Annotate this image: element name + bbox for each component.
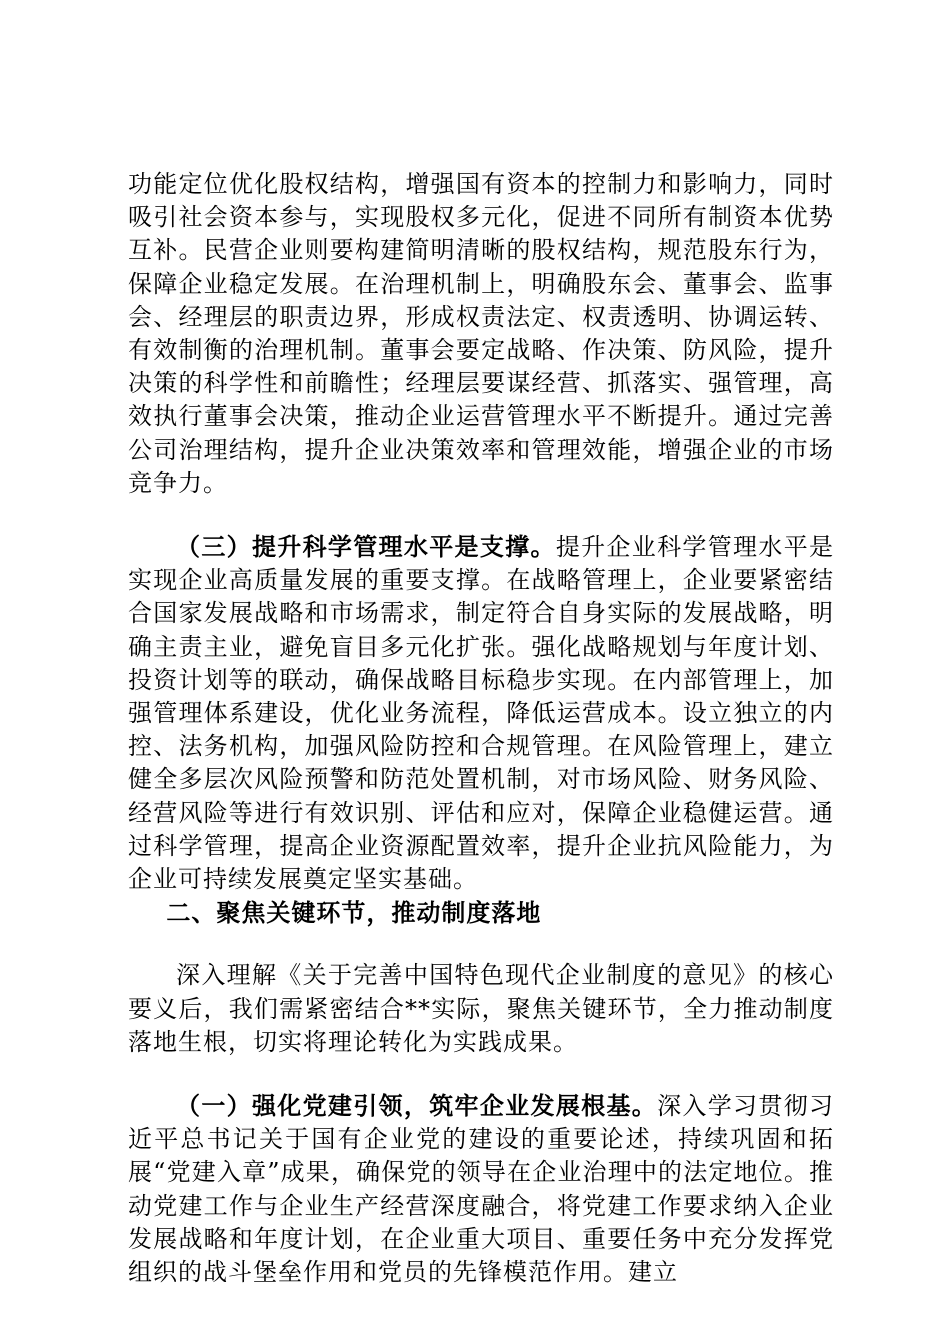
paragraph-scientific-management bbox=[128, 530, 834, 896]
paragraph-lead-scientific-management: （三）提升科学管理水平是支撑。 bbox=[176, 532, 556, 562]
paragraph-lead-party-building: （一）强化党建引领，筑牢企业发展根基。 bbox=[176, 1091, 658, 1121]
document-body bbox=[128, 168, 834, 1289]
paragraph-governance-continuation: 功能定位优化股权结构，增强国有资本的控制力和影响力，同时吸引社会资本参与，实现股权多元化，促进不同所有制资本优势互补。民营企业则要构建简明清晰的股权结构，规范股东行为，保障企业稳定发展。在治理机制上，明确股东会、董事会、监事会、经理层的职责边界，形成权责法定、权责透明、协调运转、有效制衡的治理机制。董事会要定战略、作决策、防风险，提升决策的科学性和前瞻性；经理层要谋经营、抓落实、强管理，高效执行董事会决策，推动企业运营管理水平不断提升。通过完善公司治理结构，提升企业决策效率和管理效能，增强企业的市场竞争力。 bbox=[128, 170, 834, 497]
paragraph-party-building bbox=[128, 1089, 834, 1289]
section-heading-2: 二、聚焦关键环节，推动制度落地 bbox=[166, 898, 542, 928]
paragraph-body-party-building: 深入学习贯彻习近平总书记关于国有企业党的建设的重要论述，持续巩固和拓展“党建入章”成果，确保党的领导在企业治理中的法定地位。推动党建工作与企业生产经营深度融合，将党建工作要求纳入企业发展战略和年度计划，在企业重大项目、重要任务中充分发挥党组织的战斗堡垒作用和党员的先锋模范作用。建立 bbox=[128, 1092, 835, 1287]
paragraph-section-2-intro: 深入理解《关于完善中国特色现代企业制度的意见》的核心要义后，我们需紧密结合**实际，聚焦关键环节，全力推动制度落地生根，切实将理论转化为实践成果。 bbox=[128, 961, 834, 1056]
paragraph-body-scientific-management: 提升企业科学管理水平是实现企业高质量发展的重要支撑。在战略管理上，企业要紧密结合国家发展战略和市场需求，制定符合自身实际的发展战略，明确主责主业，避免盲目多元化扩张。强化战略规划与年度计划、投资计划等的联动，确保战略目标稳步实现。在内部管理上，加强管理体系建设，优化业务流程，降低运营成本。设立独立的内控、法务机构，加强风险防控和合规管理。在风险管理上，建立健全多层次风险预警和防范处置机制，对市场风险、财务风险、经营风险等进行有效识别、评估和应对，保障企业稳健运营。通过科学管理，提高企业资源配置效率，提升企业抗风险能力，为企业可持续发展奠定坚实基础。 bbox=[128, 533, 835, 894]
